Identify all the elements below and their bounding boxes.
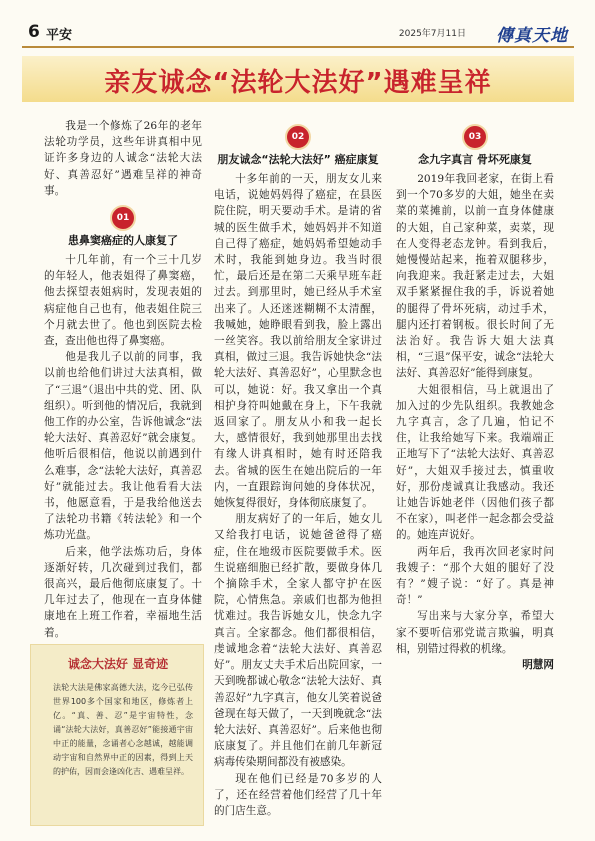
- paragraph: 2019年我回老家，在街上看到一个70多岁的大姐，她坐在卖菜的菜摊前，以前一直身体健康的大姐，自己家种菜，卖菜，现在人变得老态龙钟。看到我后，她慢慢站起来，拖着双腿移步，向我迎来。我赶紧走过去，大姐双手紧紧握住我的手，诉说着她的腿得了骨坏死病，动过手术，腿内还打着钢板。很长时间了无法治好。我告诉大姐大法真相，“三退”保平安，诚念“法轮大法好、真善忍好”能得到康复。: [396, 173, 554, 380]
- page-header: [22, 20, 574, 46]
- paragraph: [396, 608, 554, 672]
- article-title: 亲友诚念“法轮大法好”遇难呈祥: [104, 68, 492, 98]
- section-heading: 念九字真言 骨坏死康复: [418, 153, 532, 166]
- section-name: 平安: [46, 28, 73, 43]
- paragraph: 他是我儿子以前的同事，我以前也给他们讲过大法真相，做了“三退”（退出中共的党、团、队组织）。听到他的情况后，我就到他工作的办公室，告诉他诚念“法轮大法好、真善忍好”就会康复。他听后很相信，他说以前遇到什么难事，念“法轮大法好，真善忍好”就能过去。我让他看看大法书，他愿意看，于是我给他送去了法轮功书籍《转法轮》和一个炼功光盘。: [44, 351, 202, 542]
- paragraph: 朋友病好了的一年后，她女儿又给我打电话，说她爸爸得了癌症，住在地级市医院要做手术。医生说癌细胞已经扩散，要做身体几个摘除手术，全家人都守护在医院，心情焦急。亲戚们也都为他担忧难过。我告诉她女儿，快念九字真言。全家都念。他们都很相信，虔诚地念着“法轮大法好、真善忍好”。朋友丈夫手术后出院回家，一天到晚都诚心敬念“法轮大法好、真善忍好”九字真言，他女儿笑着说爸爸现在每天做了，一天到晚就念“法轮大法好、真善忍好”。后来他也彻底康复了。并且他们在前几年新冠病毒传染期间都没有被感染。: [214, 513, 382, 769]
- section-number-badge: 03: [462, 124, 488, 150]
- newspaper-logo: 傳真天地: [496, 26, 568, 46]
- paragraph: 现在他们已经是70多岁的人了，还在经营着他们经营了几十年的门店生意。: [214, 772, 382, 817]
- header-divider: [22, 46, 574, 48]
- article-source: 明慧网: [522, 659, 554, 672]
- section-number-badge: 01: [110, 205, 136, 231]
- article-column-1: [44, 118, 202, 641]
- section-number-badge: 02: [285, 124, 311, 150]
- paragraph: 十多年前的一天，朋友女儿来电话，说她妈妈得了癌症，在县医院住院，明天要动手术。是请的省城的医生做手术，她妈妈并不知道自己得了癌症，她妈妈希望她动手术时，我能到她身边。我当时很忙，最后还是在第二天乘早班车赶过去。到那里时，她已经从手术室出来了。人还迷迷糊糊不太清醒，我喊她，她睁眼看到我，脸上露出一丝笑容。我以前给朋友全家讲过真相，做过三退。我告诉她快念“法轮大法好、真善忍好”，心里默念也可以，她说：好。我又拿出一个真相护身符叫她戴在身上，下午我就返回家了。朋友从小和我一起长大，感情很好，我到她那里出去找有缘人讲真相时，她有时还陪我去。省城的医生在她出院后的一年内，一直跟踪询问她的身体状况，她恢复得很好，身体彻底康复了。: [214, 173, 382, 510]
- issue-date: 2025年7月11日: [398, 29, 466, 39]
- sidebar-box: [30, 644, 204, 826]
- paragraph: 两年后，我再次回老家时问我嫂子：“那个大姐的腿好了没有？”嫂子说：“好了。真是神奇！”: [396, 545, 554, 607]
- paragraph: 十几年前，有一个三十几岁的年轻人，他表姐得了鼻窦癌，他去探望表姐病时，发现表姐的病症他自己也有，他表姐住院三个月就去世了。他也到医院去检查，查出他也得了鼻窦癌。: [44, 254, 202, 348]
- paragraph: 后来，他学法炼功后，身体逐渐好转，几次碰到过我们，都很高兴，最后他彻底康复了。十几年过去了，他现在一直身体健康地在上班工作着，幸福地生活着。: [44, 545, 202, 639]
- page-number: 6: [28, 22, 40, 42]
- article-column-3: [396, 118, 554, 673]
- sidebar-text: 法轮大法是佛家高德大法，迄今已弘传世界100多个国家和地区，修炼者上亿。“真、善、忍”是宇宙特性，念诵“法轮大法好，真善忍好”能接通宇宙中正的能量，念诵者心念越诚，越能调动宇宙和自然界中正的因素，得到上天的护佑，因而会逢凶化吉、遇难呈祥。: [53, 683, 193, 776]
- section-heading: 患鼻窦癌症的人康复了: [68, 234, 178, 248]
- closing-text: 写出来与大家分享，希望大家不要听信邪党谎言欺骗，明真相，别错过得救的机缘。: [396, 610, 554, 655]
- section-heading: 朋友诚念“法轮大法好” 癌症康复: [217, 153, 379, 166]
- paragraph: 大姐很相信，马上就退出了加入过的少先队组织。我教她念九字真言，念了几遍，怕记不住，让我给她写下来。我端端正正地写下了“法轮大法好、真善忍好”，大姐双手接过去，慎重收好，那份虔诚真让我感动。我还让她告诉她老伴（因他们孩子都不在家），叫老伴一起念都会受益的。她连声说好。: [396, 383, 554, 542]
- article-intro: 我是一个修炼了26年的老年法轮功学员，这些年讲真相中见证许多身边的人诚念“法轮大法好、真善忍好”遇难呈祥的神奇事。: [44, 120, 202, 197]
- sidebar-title: 诚念大法好 显奇迹: [67, 657, 169, 671]
- article-column-2: [214, 118, 382, 819]
